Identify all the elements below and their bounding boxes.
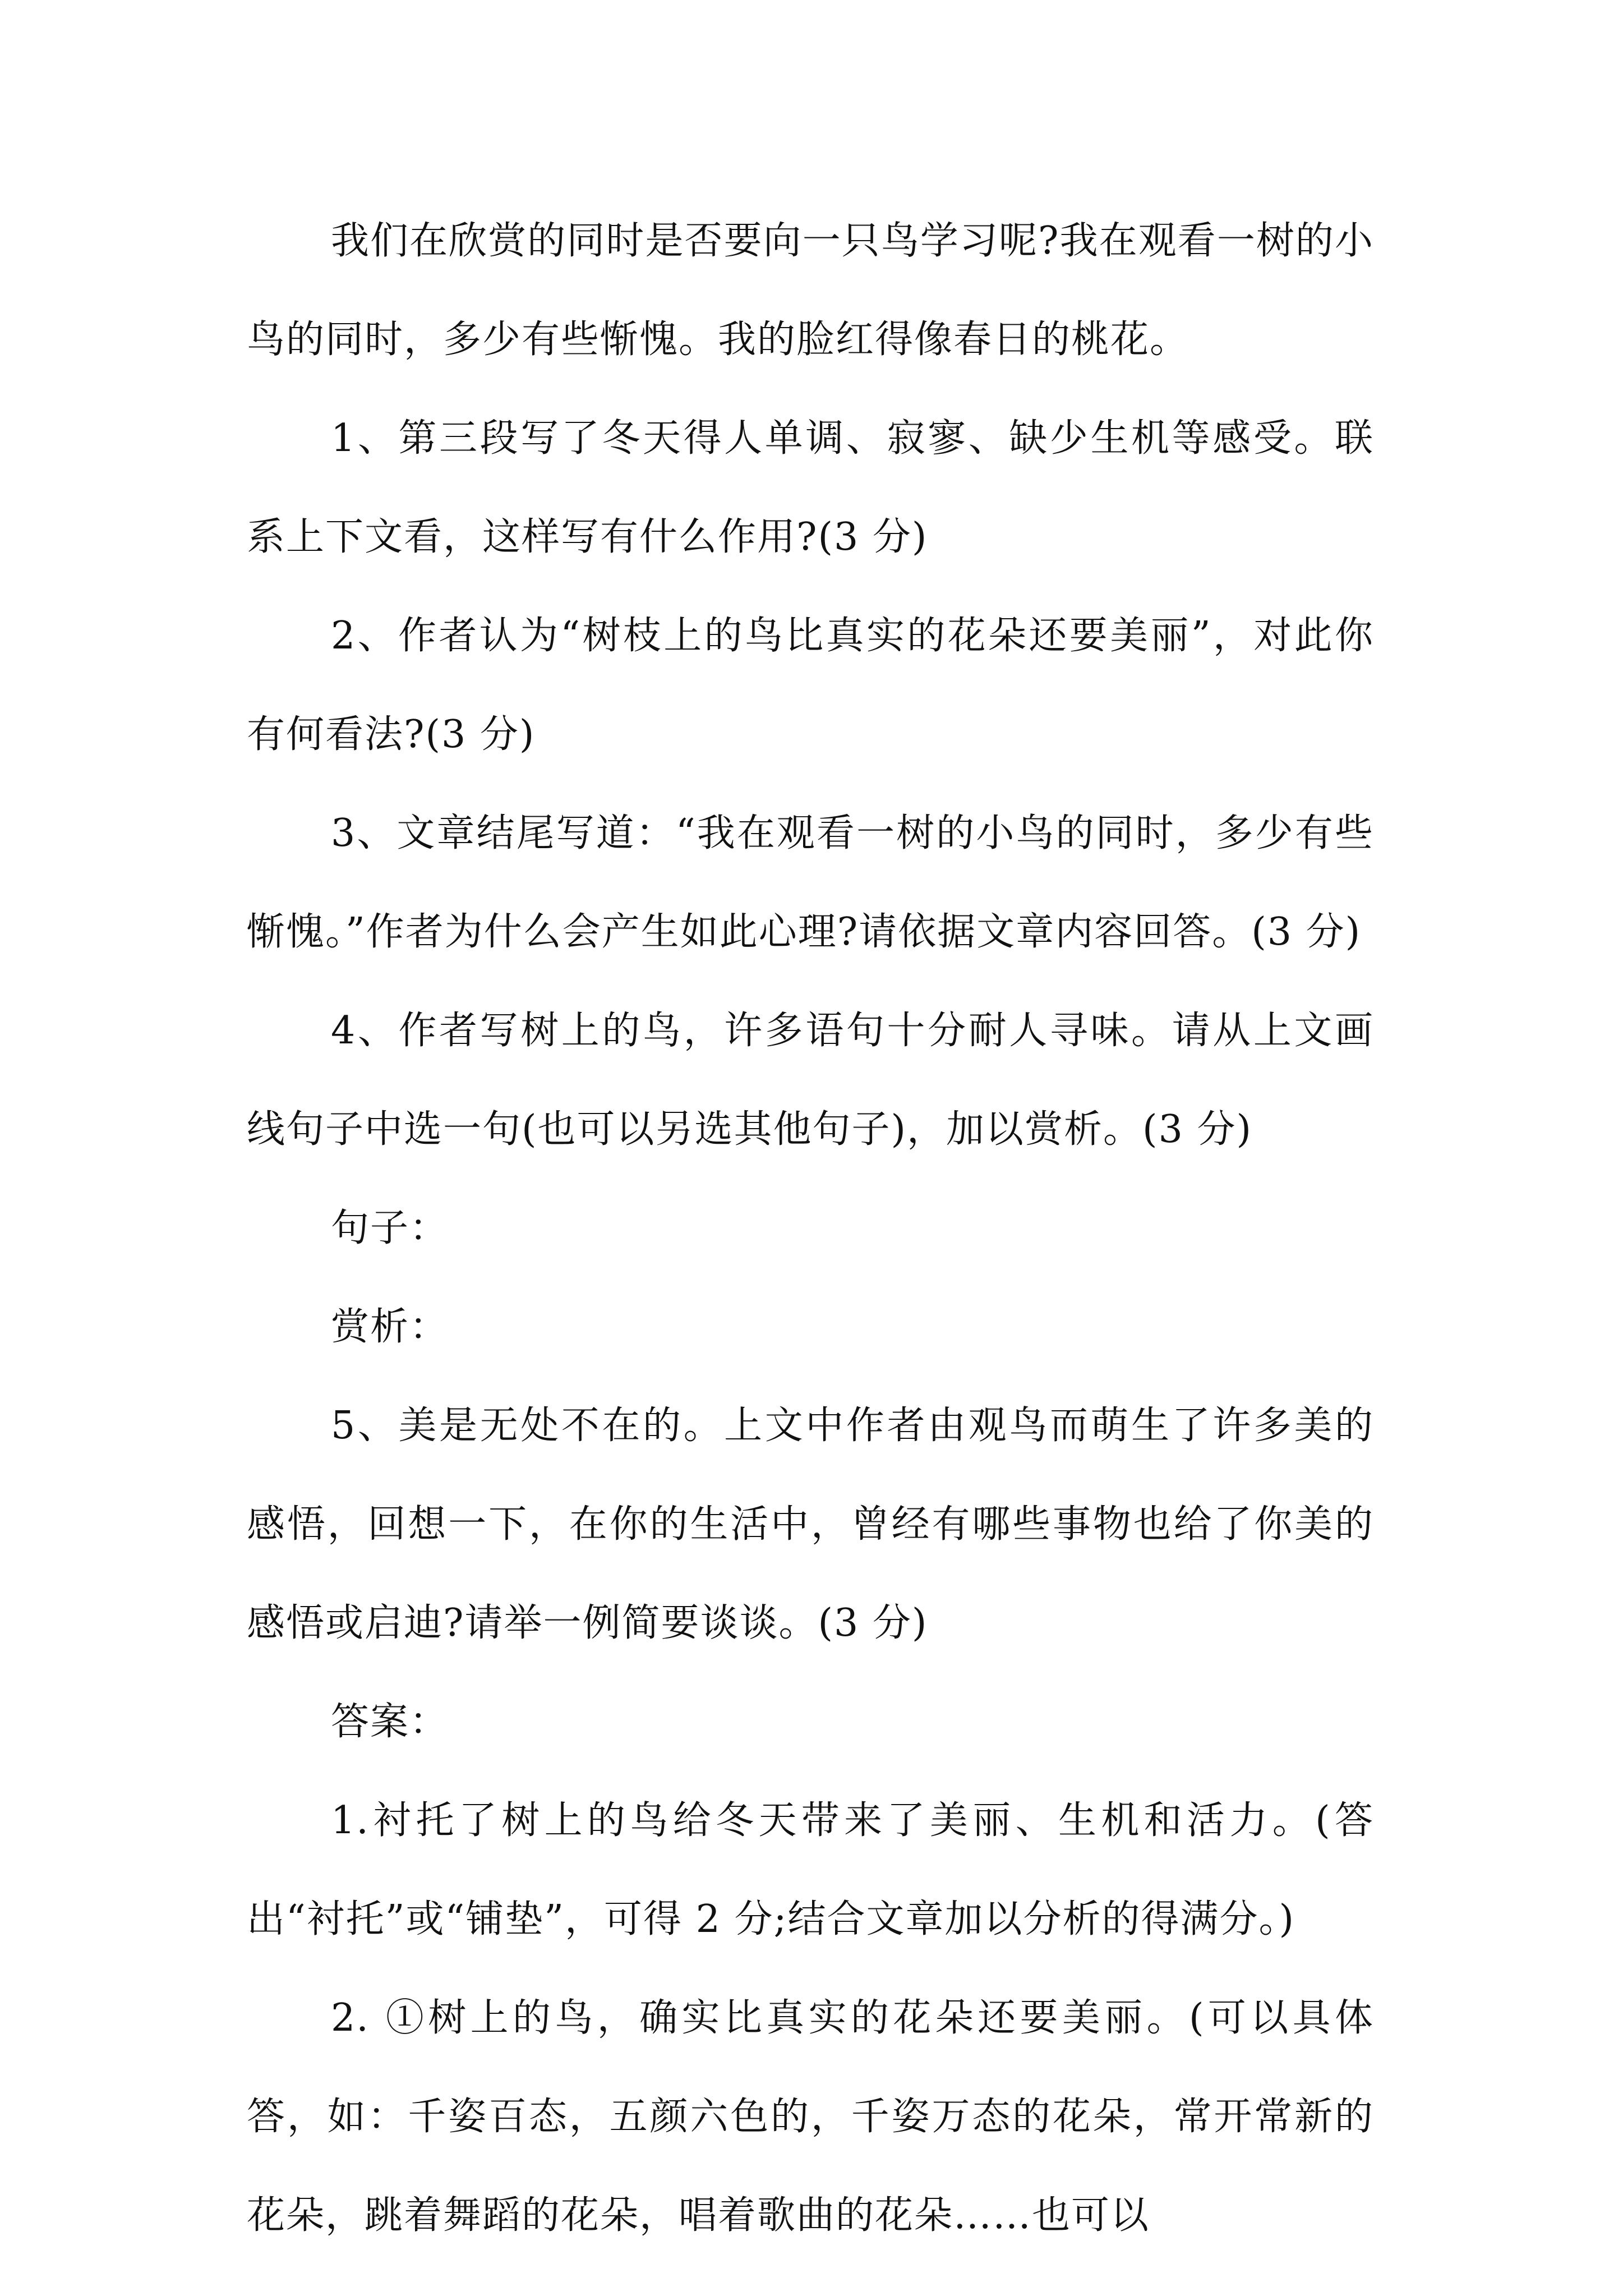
paragraph-passage-ending: 我们在欣赏的同时是否要向一只鸟学习呢?我在观看一树的小鸟的同时，多少有些惭愧。我的脸红得像春日的桃花。 [247,219,1374,362]
analysis-label: 赏析： [331,1305,449,1349]
answer-1: 1.衬托了树上的鸟给冬天带来了美丽、生机和活力。(答出“衬托”或“铺垫”，可得 2 分;结合文章加以分析的得满分。) [247,1798,1374,1941]
question-2: 2、作者认为“树枝上的鸟比真实的花朵还要美丽”，对此你有何看法?(3 分) [247,614,1374,757]
sentence-label: 句子： [331,1206,449,1250]
question-4: 4、作者写树上的鸟，许多语句十分耐人寻味。请从上文画线句子中选一句(也可以另选其他句子)，加以赏析。(3 分) [247,1009,1374,1152]
question-1: 1、第三段写了冬天得人单调、寂寥、缺少生机等感受。联系上下文看，这样写有什么作用?(3 分) [247,416,1374,559]
question-5: 5、美是无处不在的。上文中作者由观鸟而萌生了许多美的感悟，回想一下，在你的生活中，曾经有哪些事物也给了你美的感悟或启迪?请举一例简要谈谈。(3 分) [247,1404,1374,1645]
document-body [247,192,1374,2265]
question-3: 3、文章结尾写道：“我在观看一树的小鸟的同时，多少有些惭愧。”作者为什么会产生如此心理?请依据文章内容回答。(3 分) [247,811,1374,954]
answers-heading: 答案： [331,1700,449,1744]
answer-2: 2. ①树上的鸟，确实比真实的花朵还要美丽。(可以具体答，如：千姿百态，五颜六色的，千姿万态的花朵，常开常新的花朵，跳着舞蹈的花朵，唱着歌曲的花朵……也可以 [247,1996,1374,2238]
